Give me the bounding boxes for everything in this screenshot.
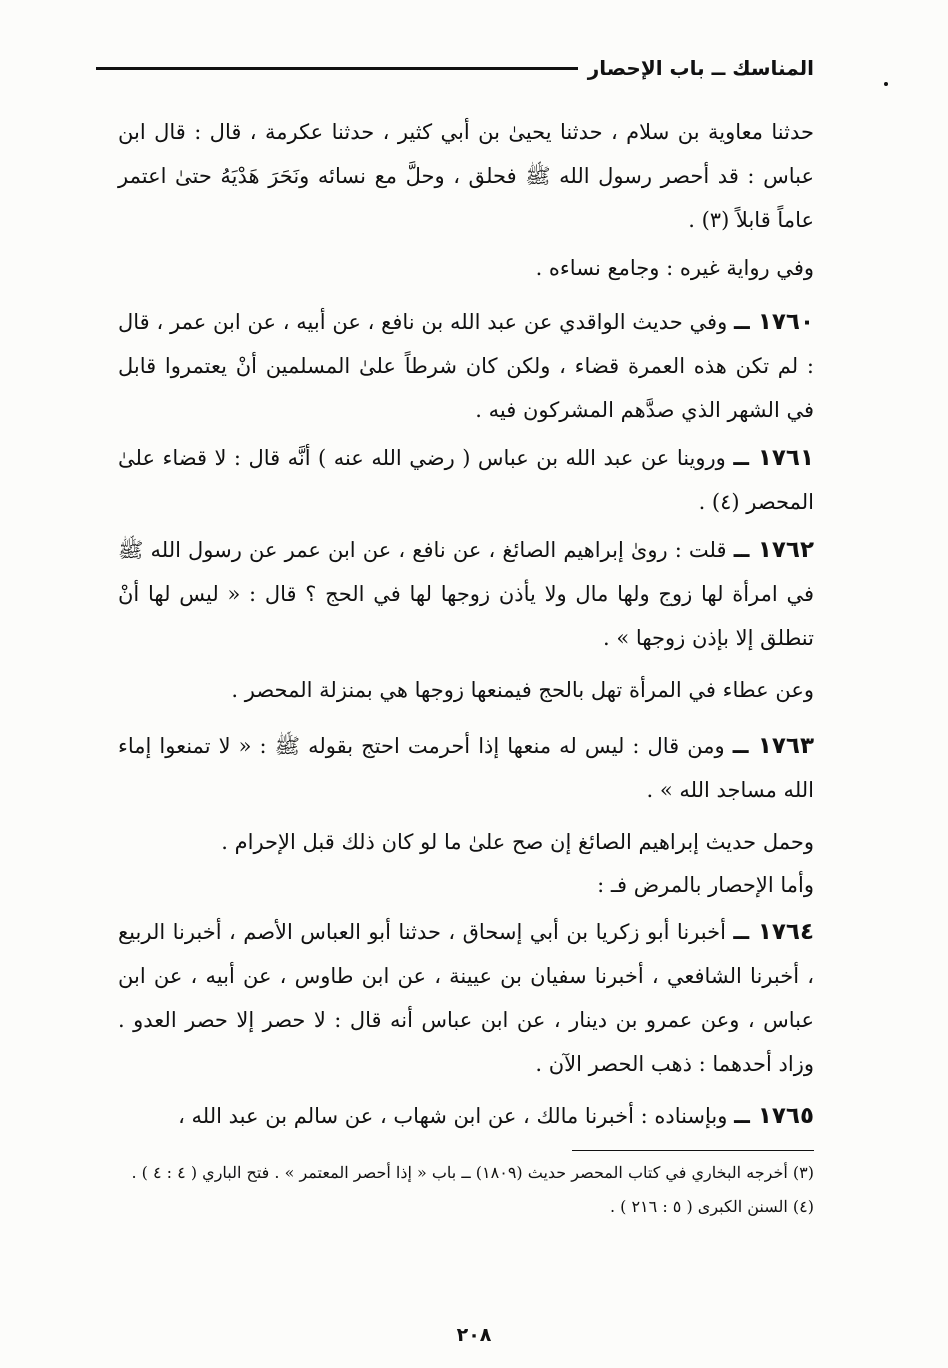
hadith-1760 [118, 300, 814, 432]
running-header [96, 56, 814, 80]
hadith-text: وفي حديث الواقدي عن عبد الله بن نافع ، عن أبيه ، عن ابن عمر ، قال : لم تكن هذه العمرة قضاء ، ولكن كان شرطاً علىٰ المسلمين أنْ يعتمروا قابل في الشهر الذي صدَّهم المشركون فيه . [118, 310, 814, 422]
hadith-number: ١٧٦٣ ــ [732, 733, 814, 759]
header-rule [96, 67, 578, 70]
hadith-text: وبإسناده : أخبرنا مالك ، عن ابن شهاب ، عن سالم بن عبد الله ، [178, 1104, 728, 1128]
hadith-number: ١٧٦٢ ــ [733, 537, 815, 563]
paragraph-ata: وعن عطاء في المرأة تهل بالحج فيمنعها زوجها هي بمنزلة المحصر . [231, 678, 814, 702]
paragraph-1: حدثنا معاوية بن سلام ، حدثنا يحيىٰ بن أبي كثير ، حدثنا عكرمة ، قال : قال ابن عباس : قد أحصر رسول الله ﷺ فحلق ، وحلَّ مع نسائه ونَحَرَ هَدْيَهُ حتىٰ اعتمر عاماً قابلاً (٣) . [118, 120, 814, 232]
page-number: ٢٠٨ [456, 1324, 492, 1346]
footnote-4: (٤) السنن الكبرى ( ٥ : ٢١٦ ) . [609, 1197, 814, 1216]
hadith-1762 [118, 528, 814, 660]
footnotes [118, 1156, 814, 1224]
hadith-text: ومن قال : ليس له منعها إذا أحرمت احتج بقوله ﷺ : « لا تمنعوا إماء الله مساجد الله » . [118, 734, 814, 802]
hadith-number: ١٧٦٥ ــ [734, 1103, 814, 1129]
hadith-1761 [118, 436, 814, 524]
hadith-text: قلت : روىٰ إبراهيم الصائغ ، عن نافع ، عن ابن عمر عن رسول الله ﷺ في امرأة لها زوج ولها مال ولا يأذن زوجها لها في الحج ؟ قال : « ليس لها أنْ تنطلق إلا بإذن زوجها » . [118, 538, 814, 650]
running-header-title: المناسك ــ باب الإحصار [587, 56, 814, 80]
hadith-number: ١٧٦٤ ــ [733, 919, 814, 945]
hadith-text: أخبرنا أبو زكريا بن أبي إسحاق ، حدثنا أبو العباس الأصم ، أخبرنا الربيع ، أخبرنا الشافعي ، أخبرنا سفيان بن عيينة ، عن ابن طاوس ، عن أبيه ، عن ابن عباس ، وعن عمرو بن دينار ، عن ابن عباس أنه قال : لا حصر إلا حصر العدو . وزاد أحدهما : ذهب الحصر الآن . [118, 920, 814, 1076]
paragraph-2: وفي رواية غيره : وجامع نساءه . [535, 256, 814, 280]
paragraph-illness: وأما الإحصار بالمرض فـ : [597, 873, 814, 897]
paragraph-sayigh: وحمل حديث إبراهيم الصائغ إن صح علىٰ ما لو كان ذلك قبل الإحرام . [221, 830, 814, 854]
hadith-text: وروينا عن عبد الله بن عباس ( رضي الله عنه ) أنَّه قال : لا قضاء علىٰ المحصر (٤) . [118, 446, 814, 514]
hadith-number: ١٧٦٠ ــ [734, 309, 814, 335]
footnote-rule [572, 1150, 814, 1151]
hadith-1765 [118, 1094, 814, 1138]
footnote-3: (٣) أخرجه البخاري في كتاب المحصر حديث (١٨٠٩) ــ باب « إذا أحصر المعتمر » . فتح الباري ( ٤ : ٤ ) . [131, 1163, 814, 1182]
margin-dot [884, 82, 888, 86]
hadith-1763 [118, 724, 814, 812]
hadith-1764 [118, 910, 814, 1086]
hadith-number: ١٧٦١ ــ [733, 445, 814, 471]
